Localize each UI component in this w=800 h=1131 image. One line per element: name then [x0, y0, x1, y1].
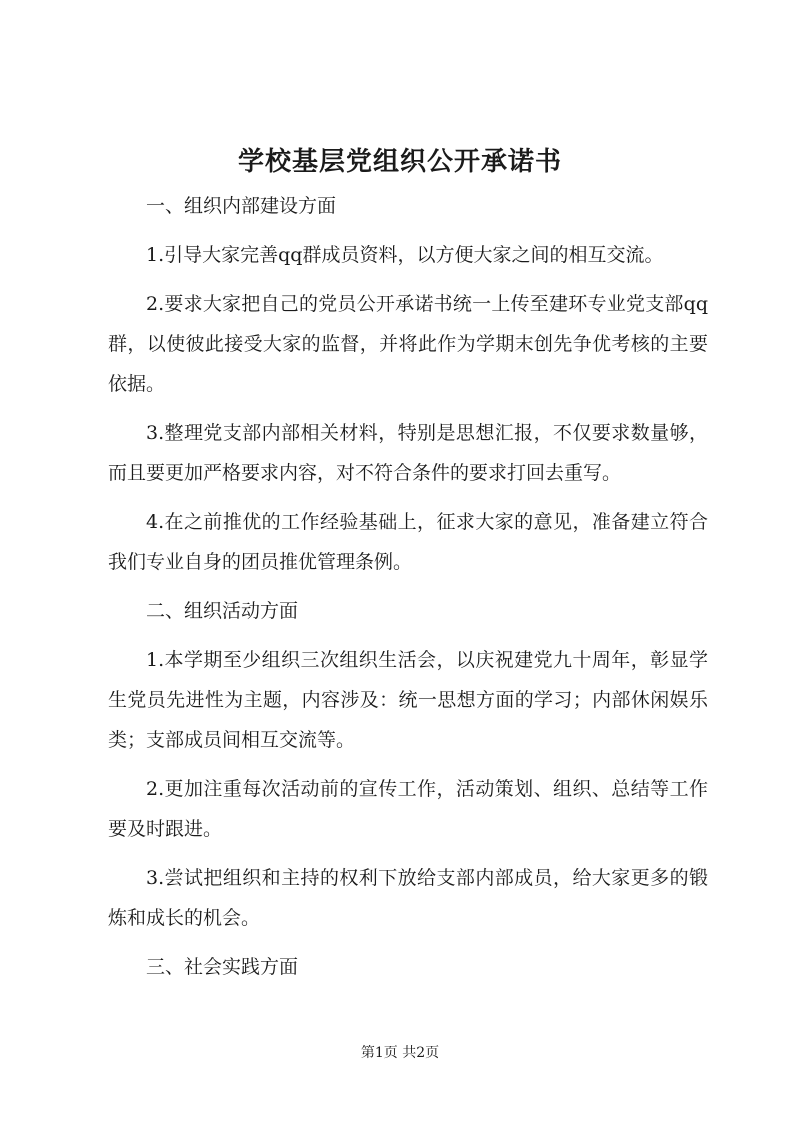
paragraph: 1.引导大家完善qq群成员资料，以方便大家之间的相互交流。 — [146, 244, 664, 266]
paragraph: 1.本学期至少组织三次组织生活会，以庆祝建党九十周年，彰显学生党员先进性为主题，内容涉及：统一思想方面的学习；内部休闲娱乐类；支部成员间相互交流等。 — [108, 649, 708, 751]
document-body — [108, 186, 708, 996]
page-number-footer: 第1页 共2页 — [360, 1045, 440, 1061]
paragraph: 4.在之前推优的工作经验基础上，征求大家的意见，准备建立符合我们专业自身的团员推优管理条例。 — [108, 511, 708, 573]
section-heading: 三、社会实践方面 — [146, 956, 299, 978]
paragraph: 3.尝试把组织和主持的权利下放给支部内部成员，给大家更多的锻炼和成长的机会。 — [108, 867, 708, 929]
paragraph: 2.更加注重每次活动前的宣传工作，活动策划、组织、总结等工作要及时跟进。 — [108, 778, 708, 840]
paragraph: 3.整理党支部内部相关材料，特别是思想汇报，不仅要求数量够，而且要更加严格要求内容，对不符合条件的要求打回去重写。 — [108, 422, 708, 484]
paragraph: 2.要求大家把自己的党员公开承诺书统一上传至建环专业党支部qq群，以使彼此接受大家的监督，并将此作为学期末创先争优考核的主要依据。 — [108, 293, 708, 395]
page-title: 学校基层党组织公开承诺书 — [237, 147, 562, 177]
section-heading: 二、组织活动方面 — [146, 600, 299, 622]
section-heading: 一、组织内部建设方面 — [146, 195, 337, 217]
